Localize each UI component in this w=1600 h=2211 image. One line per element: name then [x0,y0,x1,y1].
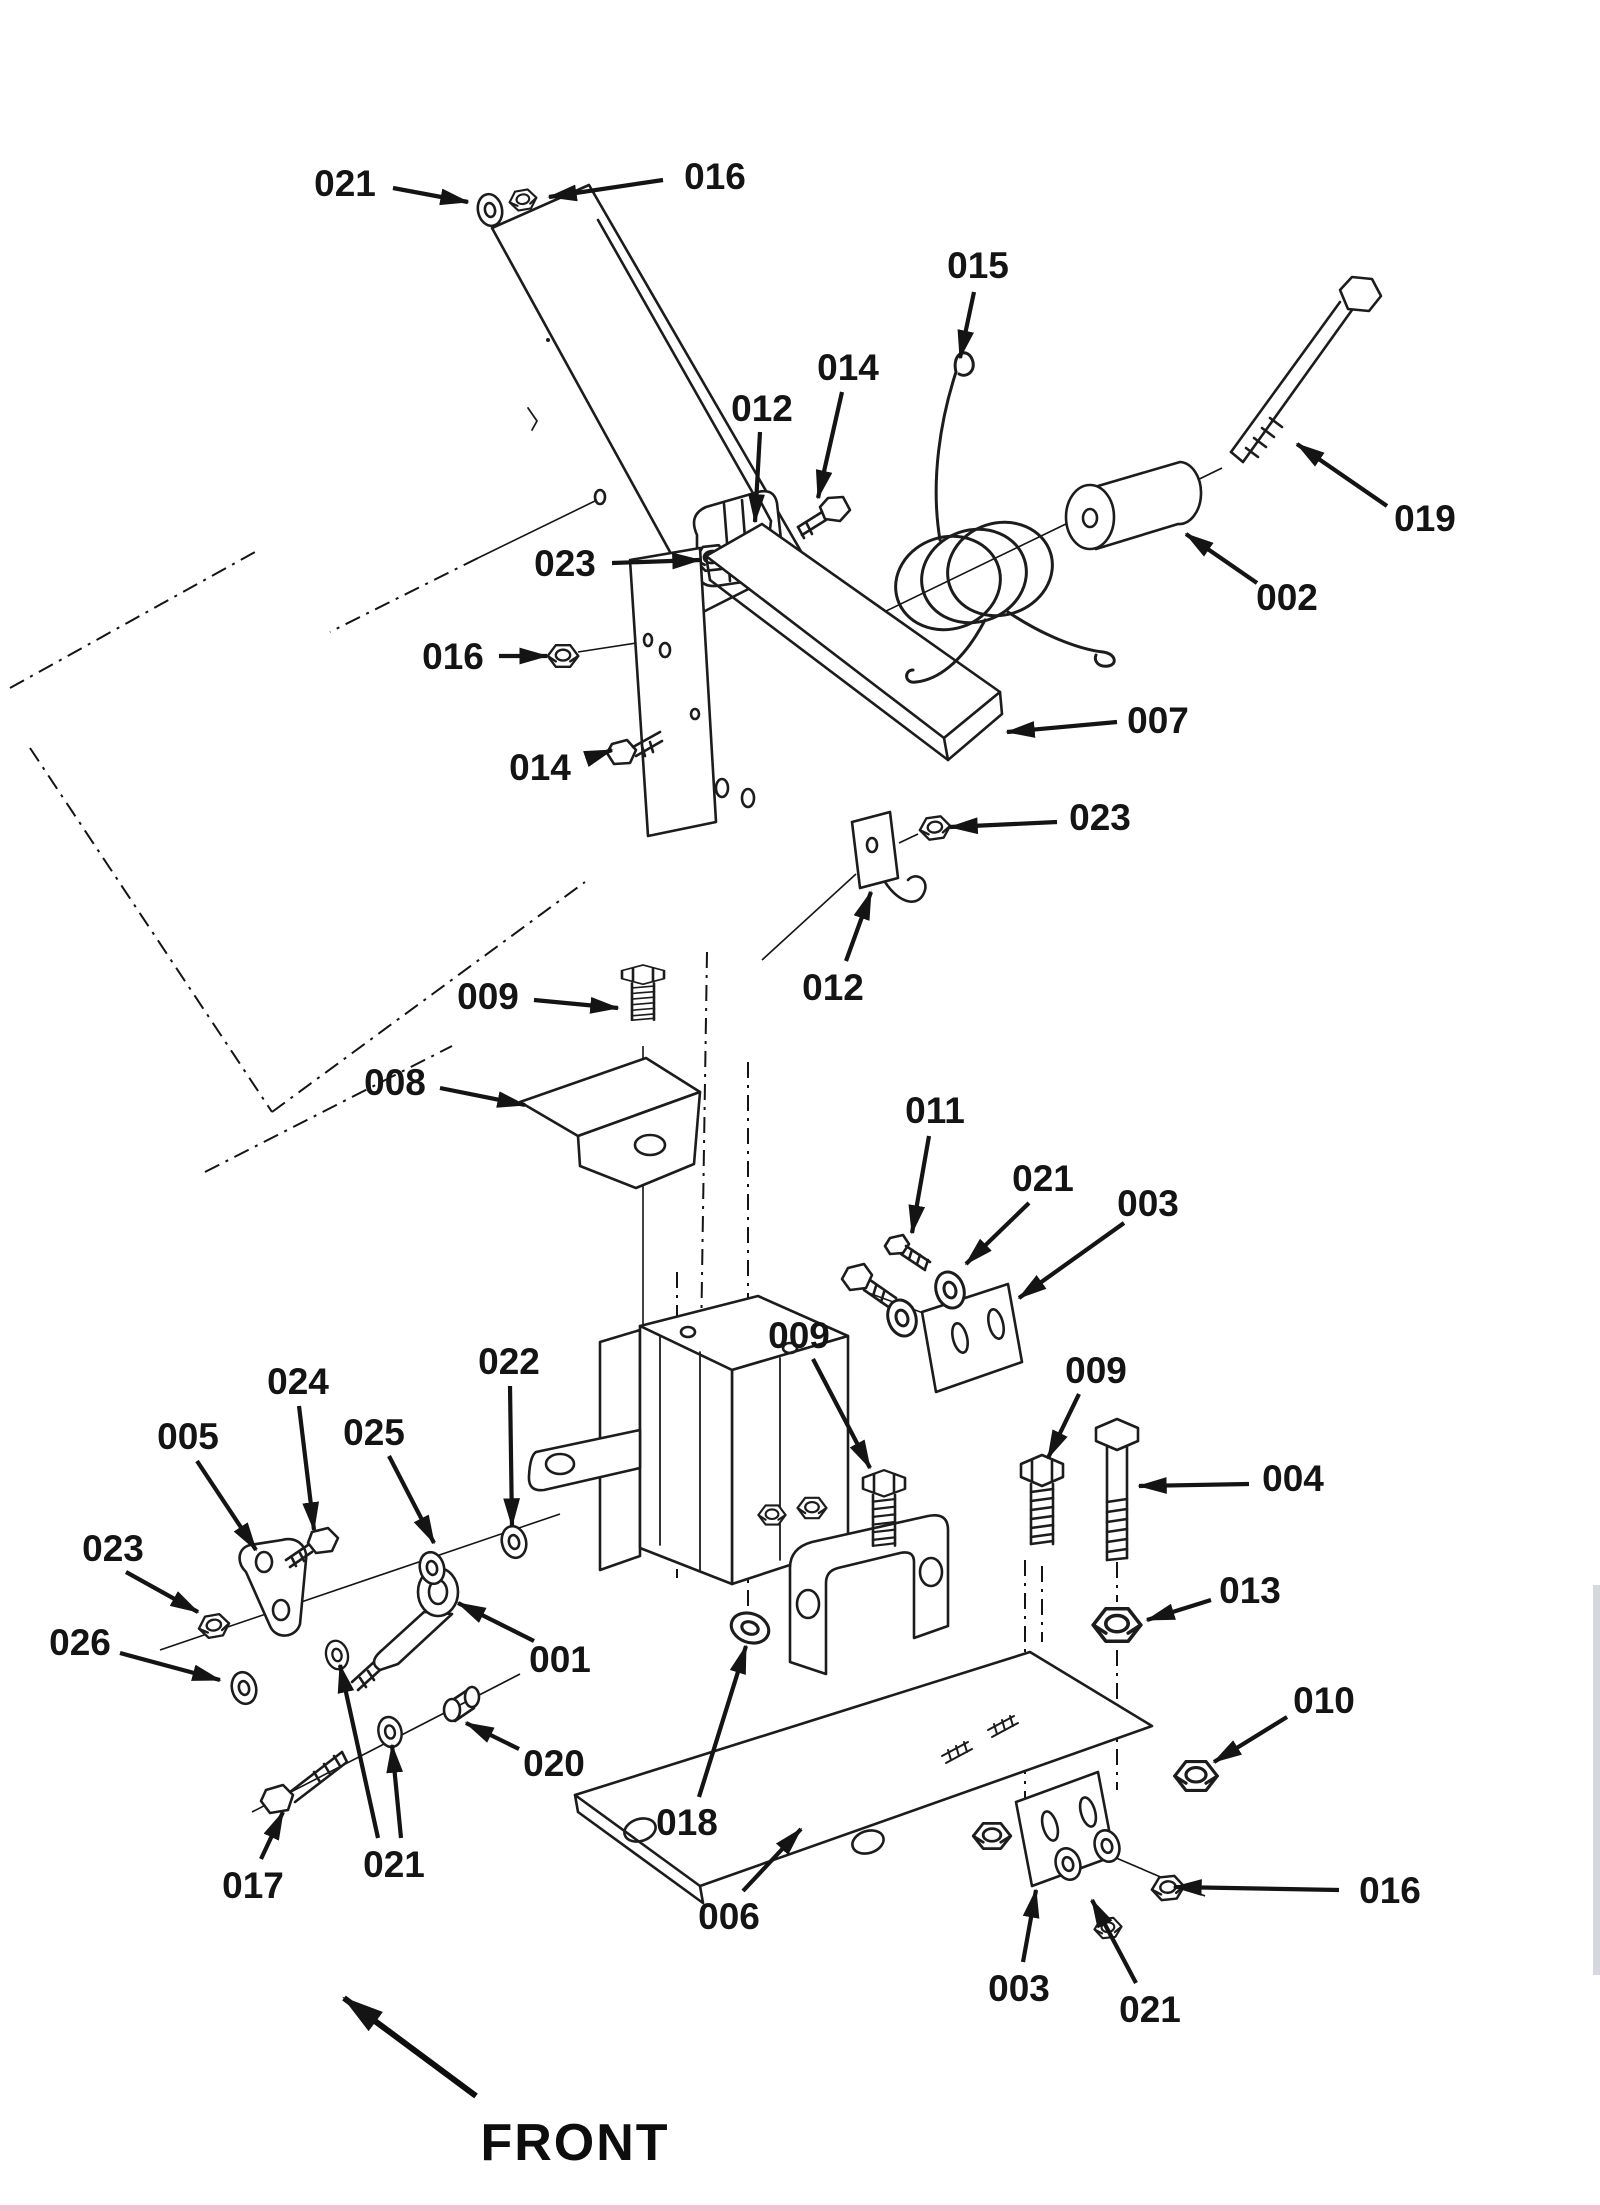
callout-arrow-003-17 [1019,1223,1124,1298]
callout-arrow-004-24 [1139,1484,1249,1486]
nut-left-of-plate [973,1823,1010,1848]
callout-arrow-001-28 [458,1603,534,1641]
front-arrow [344,1998,476,2096]
washer-026 [228,1670,259,1707]
callout-label-021-37: 021 [1119,1989,1181,2030]
pivot-washer-021 [475,192,505,228]
callout-arrow-021-0 [393,188,468,202]
callout-label-003-36: 003 [988,1968,1050,2009]
callout-label-014-10: 014 [509,747,571,788]
screw-011 [885,1235,930,1270]
callout-arrow-023-11 [950,822,1057,827]
callout-arrow-016-1 [549,180,663,197]
callout-arrow-021-16 [966,1203,1029,1264]
callout-arrow-014-3 [818,392,842,498]
callout-arrow-021-32 [340,1665,378,1838]
callout-arrow-009-13 [534,1000,618,1008]
callout-arrow-021-37 [1092,1900,1136,1983]
callout-label-014-3: 014 [817,347,879,388]
callout-label-009-23: 009 [1065,1350,1127,1391]
callout-arrow-024-18 [299,1406,314,1530]
callout-label-019-6: 019 [1394,498,1456,539]
callout-label-024-18: 024 [267,1361,329,1402]
rod-end-001 [352,1568,458,1690]
callout-label-003-17: 003 [1117,1183,1179,1224]
callout-arrow-013-25 [1147,1600,1211,1620]
callout-label-018-33: 018 [656,1802,718,1843]
front-label: FRONT [480,2114,670,2172]
stop-bracket-008 [520,1058,700,1188]
bolt-019 [1231,277,1381,462]
callout-arrow-007-9 [1007,722,1117,732]
callout-arrow-017-31 [261,1812,283,1859]
cable-bracket-012-lower [852,812,925,902]
callout-label-016-1: 016 [684,156,746,197]
callout-label-006-34: 006 [698,1896,760,1937]
spacer-002 [1066,462,1201,549]
callout-label-021-0: 021 [314,163,376,204]
callout-arrow-025-21 [389,1456,434,1543]
callout-label-016-35: 016 [1359,1870,1421,1911]
callout-arrow-012-12 [846,892,871,961]
callout-arrow-023-5 [612,560,700,563]
callout-arrow-003-36 [1023,1890,1036,1962]
callout-arrow-021-32 [392,1745,401,1838]
washer-021-a [323,1638,351,1671]
screw-014-top [798,497,850,538]
callout-label-012-4: 012 [731,388,793,429]
callout-arrow-019-6 [1297,444,1387,506]
callout-arrow-002-7 [1186,534,1257,583]
washer-022 [498,1524,529,1561]
callout-arrow-008-14 [440,1088,525,1105]
callout-arrow-010-29 [1214,1717,1287,1762]
callout-arrow-009-23 [1048,1394,1079,1458]
front-indicator [344,1998,670,2172]
washer-018 [727,1608,773,1648]
callout-label-015-2: 015 [947,245,1009,286]
callout-label-017-31: 017 [222,1865,284,1906]
callout-label-005-20: 005 [157,1416,219,1457]
callout-label-010-29: 010 [1293,1680,1355,1721]
callout-arrow-022-19 [510,1386,512,1526]
callout-label-021-16: 021 [1012,1158,1074,1199]
washer-mid [883,1296,921,1340]
callout-label-004-24: 004 [1262,1458,1324,1499]
callout-arrow-020-30 [466,1723,519,1749]
callout-label-008-14: 008 [364,1062,426,1103]
callout-arrow-026-27 [120,1653,220,1680]
nut-023-right [918,815,951,841]
callout-label-009-13: 009 [457,976,519,1017]
bolt-009-top [622,965,664,1020]
callout-arrow-016-35 [1174,1887,1339,1890]
callout-arrow-005-20 [197,1461,256,1550]
callout-label-011-15: 011 [905,1090,965,1131]
pedal-plate-007 [706,524,1002,760]
callout-label-001-28: 001 [529,1639,591,1680]
callout-label-025-21: 025 [343,1412,405,1453]
slotted-plate-003-mid [922,1284,1022,1392]
callout-label-023-5: 023 [534,543,596,584]
callout-arrow-011-15 [912,1136,929,1233]
callout-label-023-26: 023 [82,1528,144,1569]
callout-arrow-015-2 [960,292,974,358]
screw-hex-mid [842,1264,896,1308]
callout-label-012-12: 012 [802,967,864,1008]
callout-arrow-023-26 [126,1572,198,1612]
callout-label-020-30: 020 [523,1743,585,1784]
callout-label-013-25: 013 [1219,1570,1281,1611]
bolt-004 [1096,1419,1138,1560]
callout-label-007-9: 007 [1127,700,1189,741]
callout-label-016-8: 016 [422,636,484,677]
callout-label-002-7: 002 [1256,577,1318,618]
nut-013 [1093,1609,1141,1641]
callout-label-022-19: 022 [478,1341,540,1382]
washer-021-b [375,1714,404,1749]
callout-label-023-11: 023 [1069,797,1131,838]
nut-016-mid [548,645,579,667]
callout-label-009-22: 009 [768,1315,830,1356]
callout-label-026-27: 026 [49,1622,111,1663]
bolt-009-right [1021,1455,1063,1544]
bolt-017 [261,1752,347,1813]
callout-label-021-32: 021 [363,1844,425,1885]
nut-010 [1175,1762,1218,1791]
